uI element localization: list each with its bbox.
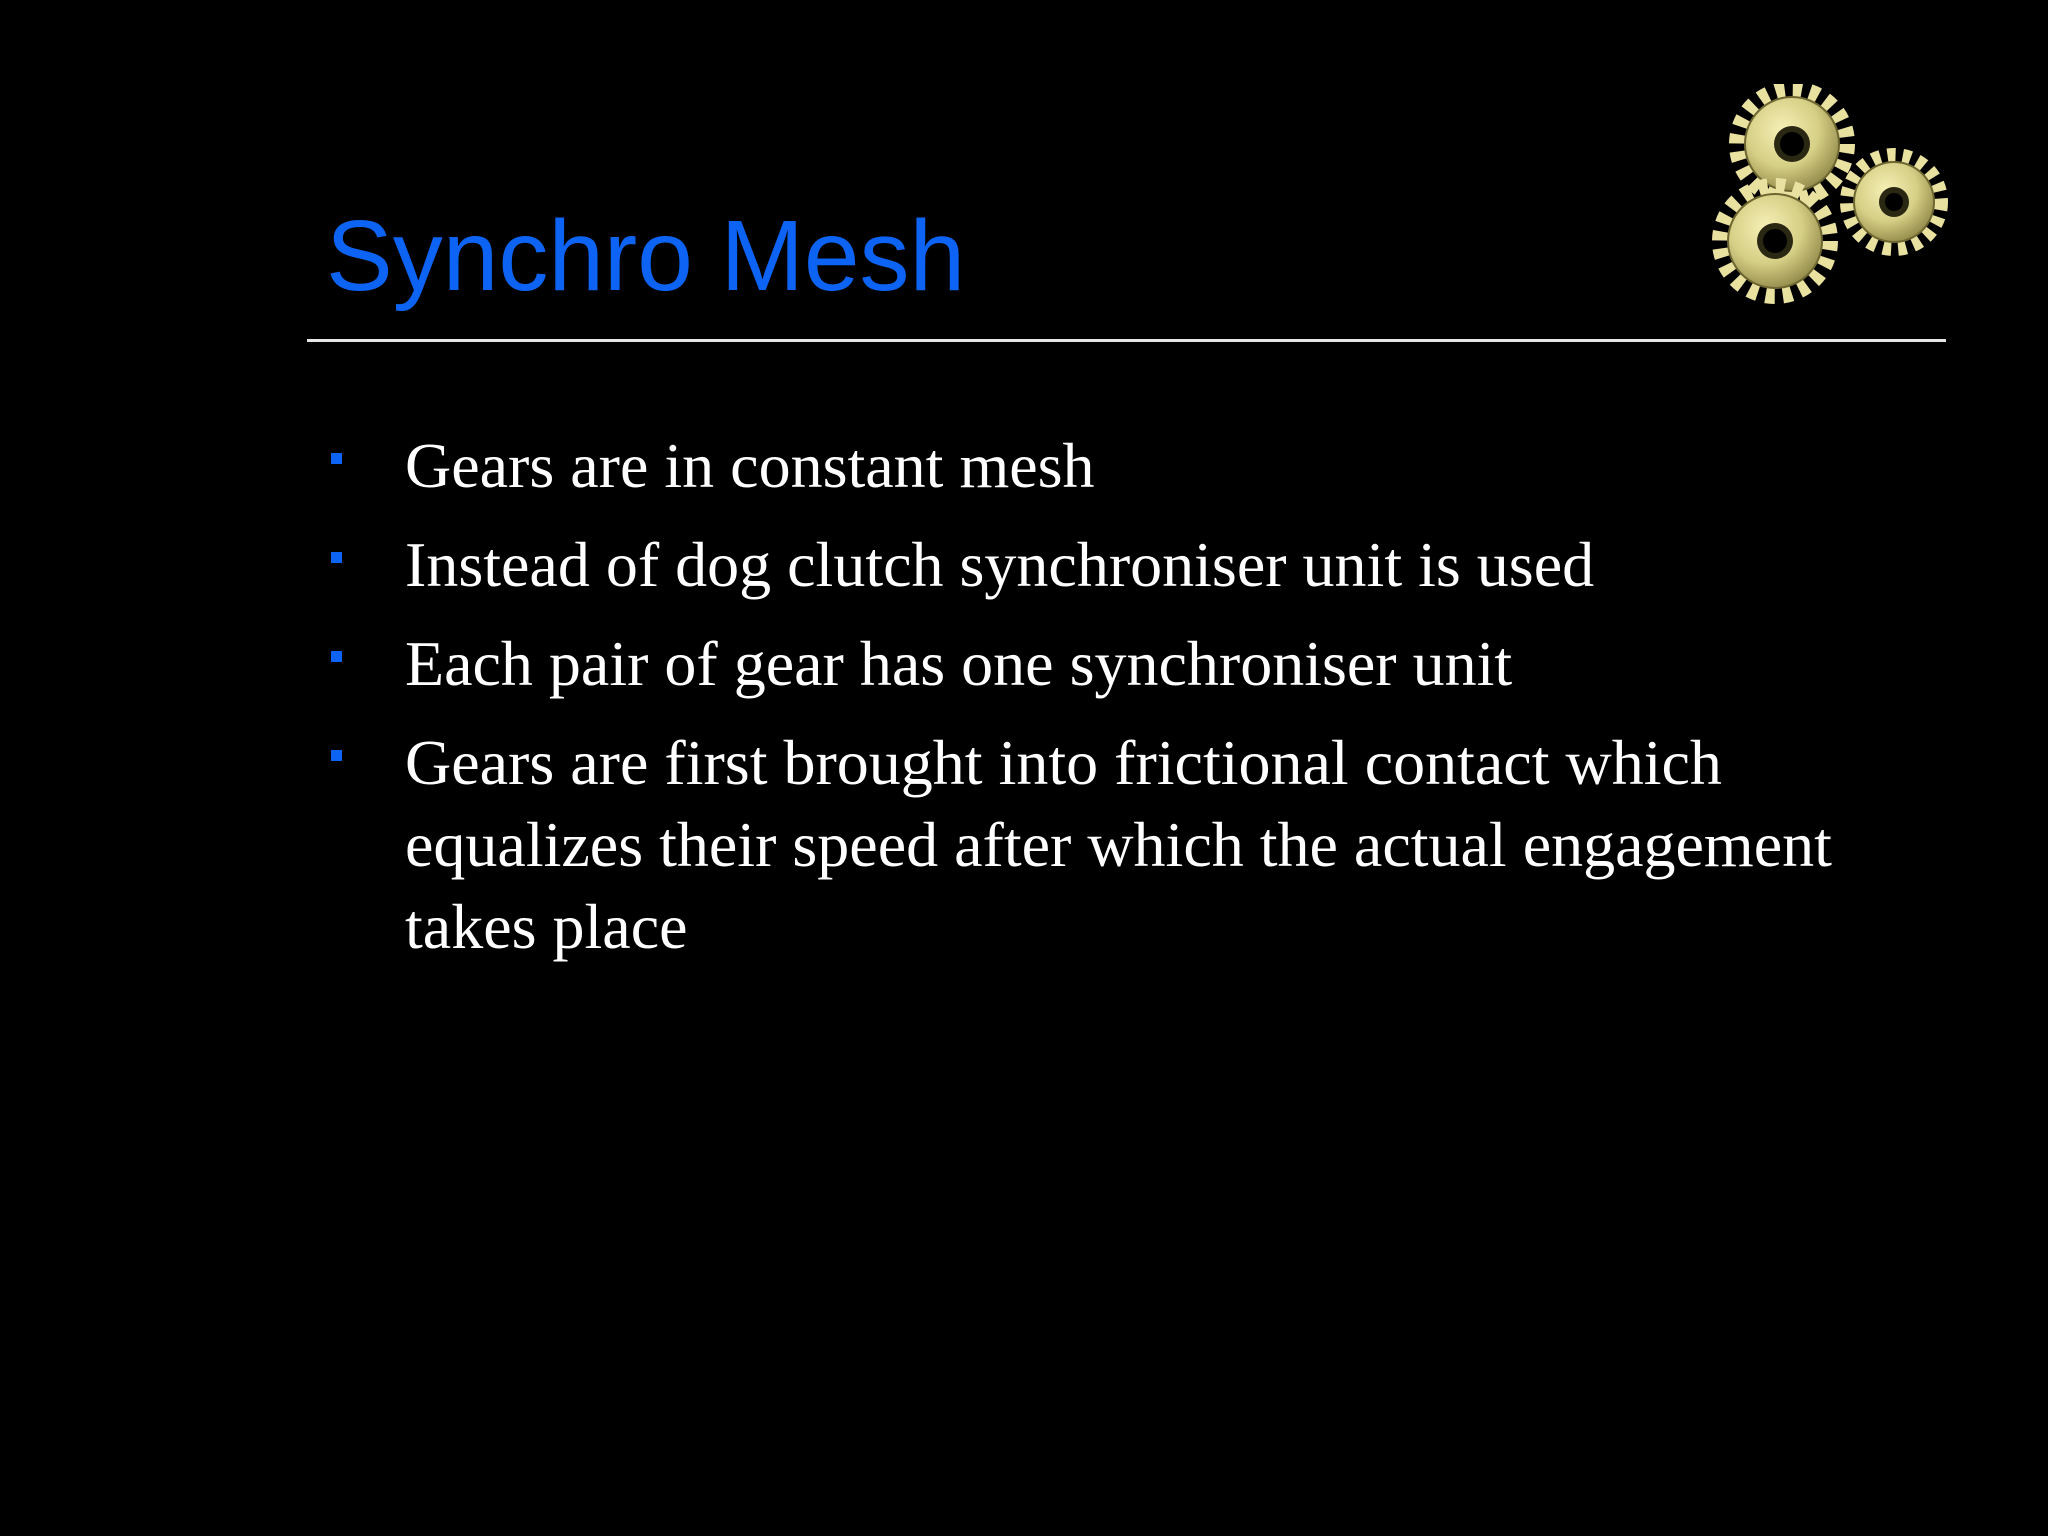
bullet-marker-icon	[331, 552, 342, 563]
title-divider	[307, 339, 1946, 342]
bullet-item	[325, 425, 1925, 507]
gears-icon	[1680, 84, 1960, 314]
bullet-text: Gears are first brought into frictional contact which equalizes their speed after which the actual engagement takes place	[405, 727, 1832, 962]
bullet-marker-icon	[331, 750, 342, 761]
slide-title: Synchro Mesh	[326, 200, 966, 312]
bullet-text: Each pair of gear has one synchroniser unit	[405, 628, 1513, 699]
bullet-item	[325, 524, 1925, 606]
bullet-item	[325, 722, 1925, 968]
bullet-marker-icon	[331, 651, 342, 662]
bullet-marker-icon	[331, 453, 342, 464]
bullet-text: Gears are in constant mesh	[405, 430, 1095, 501]
gear-top-icon	[1738, 90, 1846, 198]
gear-bottom-icon	[1721, 187, 1829, 295]
gear-right-icon	[1848, 156, 1940, 248]
bullet-item	[325, 623, 1925, 705]
bullet-text: Instead of dog clutch synchroniser unit is used	[405, 529, 1595, 600]
bullet-list	[325, 425, 1925, 985]
